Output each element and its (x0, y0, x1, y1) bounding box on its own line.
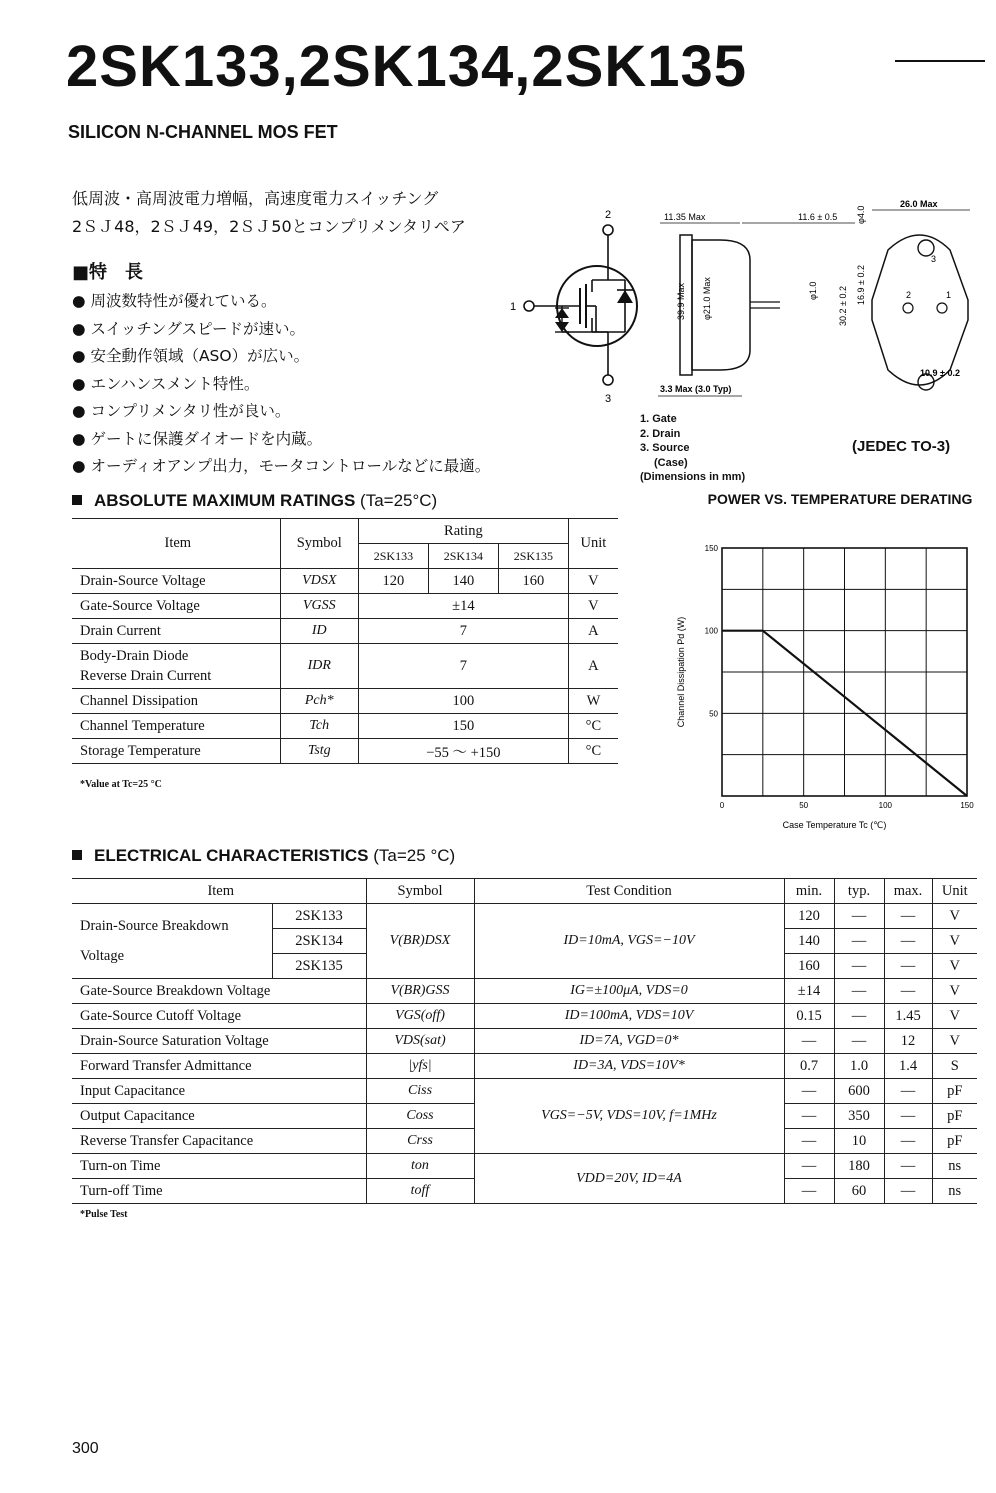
amr-condition: (Ta=25°C) (360, 491, 438, 510)
cell-model: 2SK133 (272, 904, 366, 929)
dim-label: 30.2 ± 0.2 (838, 286, 848, 326)
dim-label: 3.3 Max (3.0 Typ) (660, 384, 732, 394)
cell-typ: — (834, 954, 884, 979)
cell-symbol: Ciss (366, 1079, 474, 1104)
cell-unit: pF (932, 1079, 977, 1104)
table-row (72, 714, 618, 739)
cell-min: — (784, 1029, 834, 1054)
ec-table (72, 878, 977, 1204)
amr-table (72, 518, 618, 764)
table-row (72, 689, 618, 714)
cell-test: IG=±100μA, VDS=0 (474, 979, 784, 1004)
cell-min: — (784, 1129, 834, 1154)
x-tick-label: 150 (960, 801, 974, 810)
table-row (72, 569, 618, 594)
cell-symbol: ton (366, 1154, 474, 1179)
table-row (72, 619, 618, 644)
col-header-test: Test Condition (474, 879, 784, 904)
cell-max: — (884, 979, 932, 1004)
cell-unit: pF (932, 1104, 977, 1129)
package-label: (JEDEC TO-3) (852, 438, 951, 455)
gate-pin-number: 1 (510, 301, 517, 313)
cell-max: — (884, 1104, 932, 1129)
x-axis-label: Case Temperature Tc (℃) (782, 820, 887, 830)
feature-item: ● 周波数特性が優れている。 (72, 292, 277, 310)
ec-heading (72, 846, 455, 866)
cell-unit: V (932, 1029, 977, 1054)
cell-value: −55 ～ +150 (358, 739, 568, 764)
x-tick-label: 0 (719, 801, 725, 810)
cell-value: 120 (358, 569, 428, 594)
feature-item: ● ゲートに保護ダイオードを内蔵。 (72, 429, 323, 448)
cell-max: 12 (884, 1029, 932, 1054)
cell-symbol: Crss (366, 1129, 474, 1154)
cell-typ: 60 (834, 1179, 884, 1204)
table-row (72, 1154, 977, 1179)
ec-footnote: *Pulse Test (80, 1209, 128, 1220)
chart-grid (722, 548, 967, 796)
cell-unit: S (932, 1054, 977, 1079)
description-line-1: 低周波・高周波電力増幅，高速度電力スイッチング (72, 189, 439, 208)
cell-unit: V (932, 979, 977, 1004)
cell-model: 2SK135 (272, 954, 366, 979)
feature-item: ● オーディオアンプ出力，モータコントロールなどに最適。 (72, 457, 491, 475)
cell-item: Gate-Source Breakdown Voltage (72, 979, 366, 1004)
cell-unit: V (568, 594, 618, 619)
cell-typ: 10 (834, 1129, 884, 1154)
derating-chart (670, 540, 990, 840)
cell-max: — (884, 1154, 932, 1179)
model-header: 2SK135 (498, 544, 568, 569)
cell-min: 0.7 (784, 1054, 834, 1079)
cell-unit: V (568, 569, 618, 594)
cell-item: Drain-Source Voltage (72, 569, 280, 594)
cell-max: — (884, 954, 932, 979)
cell-item: Storage Temperature (72, 739, 280, 764)
cell-typ: 600 (834, 1079, 884, 1104)
cell-item-line: Body-Drain Diode (80, 648, 189, 664)
cell-min: — (784, 1179, 834, 1204)
cell-max: 1.4 (884, 1054, 932, 1079)
page-number: 300 (72, 1440, 99, 1457)
pin-legend-item: 2. Drain (640, 427, 681, 440)
cell-unit: V (932, 954, 977, 979)
col-header-unit: Unit (568, 519, 618, 569)
feature-item: ● コンプリメンタリ性が良い。 (72, 402, 291, 420)
dim-label: φ4.0 (856, 205, 866, 224)
col-header-max: max. (884, 879, 932, 904)
cell-test: VDD=20V, ID=4A (474, 1154, 784, 1204)
pin-legend (640, 412, 745, 485)
cell-symbol: Tch (280, 714, 358, 739)
cell-item-line: Voltage (80, 948, 125, 964)
col-header-symbol: Symbol (366, 879, 474, 904)
cell-test: VGS=−5V, VDS=10V, f=1MHz (474, 1079, 784, 1154)
cell-unit: A (568, 619, 618, 644)
ec-heading-text: ELECTRICAL CHARACTERISTICS (94, 846, 369, 865)
col-header-rating: Rating (358, 519, 568, 544)
cell-min: — (784, 1079, 834, 1104)
cell-typ: — (834, 1004, 884, 1029)
amr-heading-text: ABSOLUTE MAXIMUM RATINGS (94, 491, 356, 510)
package-outline-drawing (650, 180, 990, 410)
cell-item (72, 644, 280, 689)
cell-symbol: V(BR)DSX (366, 904, 474, 979)
col-header-typ: typ. (834, 879, 884, 904)
cell-value: 7 (358, 619, 568, 644)
dim-label: 11.6 ± 0.5 (798, 212, 838, 222)
cell-unit: A (568, 644, 618, 689)
mosfet-symbol (500, 200, 640, 430)
chart-title-text: POWER VS. TEMPERATURE DERATING (707, 491, 973, 507)
drain-pin-number: 2 (605, 209, 612, 221)
table-row (72, 644, 618, 689)
cell-typ: — (834, 904, 884, 929)
table-row (72, 904, 977, 929)
cell-symbol: IDR (280, 644, 358, 689)
cell-min: 0.15 (784, 1004, 834, 1029)
dim-label: φ1.0 (808, 281, 818, 300)
cell-value: 150 (358, 714, 568, 739)
cell-value: ±14 (358, 594, 568, 619)
title-rule (895, 60, 985, 62)
cell-max: — (884, 929, 932, 954)
pin-legend-item: (Case) (654, 456, 688, 469)
cell-unit: ns (932, 1179, 977, 1204)
cell-typ: — (834, 1029, 884, 1054)
feature-item: ● エンハンスメント特性。 (72, 374, 260, 393)
table-row (72, 739, 618, 764)
cell-symbol: |yfs| (366, 1054, 474, 1079)
cell-unit: ns (932, 1154, 977, 1179)
cell-symbol: Pch* (280, 689, 358, 714)
cell-unit: pF (932, 1129, 977, 1154)
col-header-symbol: Symbol (280, 519, 358, 569)
col-header-unit: Unit (932, 879, 977, 904)
cell-test: ID=10mA, VGS=−10V (474, 904, 784, 979)
cell-symbol: VDS(sat) (366, 1029, 474, 1054)
cell-item: Gate-Source Cutoff Voltage (72, 1004, 366, 1029)
cell-typ: — (834, 929, 884, 954)
table-row (72, 594, 618, 619)
cell-item: Channel Dissipation (72, 689, 280, 714)
features-list (72, 288, 490, 481)
amr-heading (72, 491, 437, 511)
cell-unit: V (932, 929, 977, 954)
x-tick-label: 50 (799, 801, 809, 810)
cell-item: Channel Temperature (72, 714, 280, 739)
y-axis-label: Channel Dissipation Pd (W) (676, 616, 686, 728)
description-line-2: 2ＳＪ48，2ＳＪ49，2ＳＪ50とコンプリメンタリペア (72, 217, 466, 236)
y-tick-label: 150 (704, 544, 718, 553)
cell-min: ±14 (784, 979, 834, 1004)
ec-condition: (Ta=25 °C) (373, 846, 456, 865)
cell-item: Drain-Source Saturation Voltage (72, 1029, 366, 1054)
cell-symbol: Tstg (280, 739, 358, 764)
dim-label: 39.9 Max (676, 282, 686, 320)
cell-max: — (884, 1179, 932, 1204)
cell-item: Turn-on Time (72, 1154, 366, 1179)
cell-model: 2SK134 (272, 929, 366, 954)
cell-min: 140 (784, 929, 834, 954)
subtitle: SILICON N-CHANNEL MOS FET (68, 122, 338, 142)
pin-legend-item: 3. Source (640, 442, 690, 454)
cell-unit: V (932, 1004, 977, 1029)
cell-symbol: Coss (366, 1104, 474, 1129)
cell-item: Forward Transfer Admittance (72, 1054, 366, 1079)
cell-max: — (884, 904, 932, 929)
cell-symbol: ID (280, 619, 358, 644)
cell-min: 160 (784, 954, 834, 979)
amr-footnote: *Value at Tc=25 °C (80, 779, 162, 790)
cell-max: — (884, 1129, 932, 1154)
cell-value: 160 (498, 569, 568, 594)
feature-item: ● スイッチングスピードが速い。 (72, 319, 305, 338)
cell-min: 120 (784, 904, 834, 929)
cell-item: Reverse Transfer Capacitance (72, 1129, 366, 1154)
cell-symbol: VGS(off) (366, 1004, 474, 1029)
cell-unit: V (932, 904, 977, 929)
cell-typ: — (834, 979, 884, 1004)
cell-item: Output Capacitance (72, 1104, 366, 1129)
svg-text:1: 1 (946, 290, 952, 300)
table-row (72, 1079, 977, 1104)
cell-symbol: toff (366, 1179, 474, 1204)
dim-label: φ21.0 Max (702, 277, 712, 320)
pin-legend-item: (Dimensions in mm) (640, 471, 746, 483)
cell-item: Drain Current (72, 619, 280, 644)
dim-label: 26.0 Max (900, 199, 938, 209)
cell-item-line: Drain-Source Breakdown (80, 918, 229, 934)
cell-min: — (784, 1154, 834, 1179)
cell-value: 140 (428, 569, 498, 594)
cell-item: Input Capacitance (72, 1079, 366, 1104)
dim-label: 10.9 ± 0.2 (920, 368, 960, 378)
table-row (72, 979, 977, 1004)
svg-text:3: 3 (931, 254, 937, 264)
cell-typ: 180 (834, 1154, 884, 1179)
cell-max: — (884, 1079, 932, 1104)
cell-min: — (784, 1104, 834, 1129)
col-header-min: min. (784, 879, 834, 904)
svg-text:2: 2 (906, 290, 912, 300)
chart-title (690, 488, 990, 511)
model-header: 2SK134 (428, 544, 498, 569)
table-row (72, 1054, 977, 1079)
col-header-item: Item (72, 519, 280, 569)
col-header-item: Item (72, 879, 366, 904)
cell-value: 7 (358, 644, 568, 689)
cell-symbol: VDSX (280, 569, 358, 594)
cell-test: ID=7A, VGD=0* (474, 1029, 784, 1054)
model-header: 2SK133 (358, 544, 428, 569)
cell-unit: °C (568, 739, 618, 764)
cell-value: 100 (358, 689, 568, 714)
cell-max: 1.45 (884, 1004, 932, 1029)
table-row (72, 1004, 977, 1029)
pin-legend-item: 1. Gate (640, 413, 677, 425)
cell-item: Turn-off Time (72, 1179, 366, 1204)
source-pin-number: 3 (605, 393, 612, 405)
cell-test: ID=3A, VDS=10V* (474, 1054, 784, 1079)
y-tick-label: 100 (704, 626, 718, 636)
cell-unit: W (568, 689, 618, 714)
cell-item (72, 904, 272, 979)
page-title: 2SK133,2SK134,2SK135 (66, 34, 748, 99)
cell-test: ID=100mA, VDS=10V (474, 1004, 784, 1029)
table-row (72, 1029, 977, 1054)
cell-typ: 1.0 (834, 1054, 884, 1079)
x-tick-label: 100 (878, 801, 893, 810)
cell-unit: °C (568, 714, 618, 739)
y-tick-label: 50 (709, 709, 718, 719)
feature-item: ● 安全動作領域（ASO）が広い。 (72, 347, 310, 365)
cell-item: Gate-Source Voltage (72, 594, 280, 619)
cell-typ: 350 (834, 1104, 884, 1129)
dim-label: 16.9 ± 0.2 (856, 265, 866, 305)
dim-label: 11.35 Max (664, 212, 706, 222)
cell-symbol: V(BR)GSS (366, 979, 474, 1004)
features-heading: ■特 長 (72, 262, 144, 283)
cell-item-line: Reverse Drain Current (80, 668, 212, 684)
cell-symbol: VGSS (280, 594, 358, 619)
